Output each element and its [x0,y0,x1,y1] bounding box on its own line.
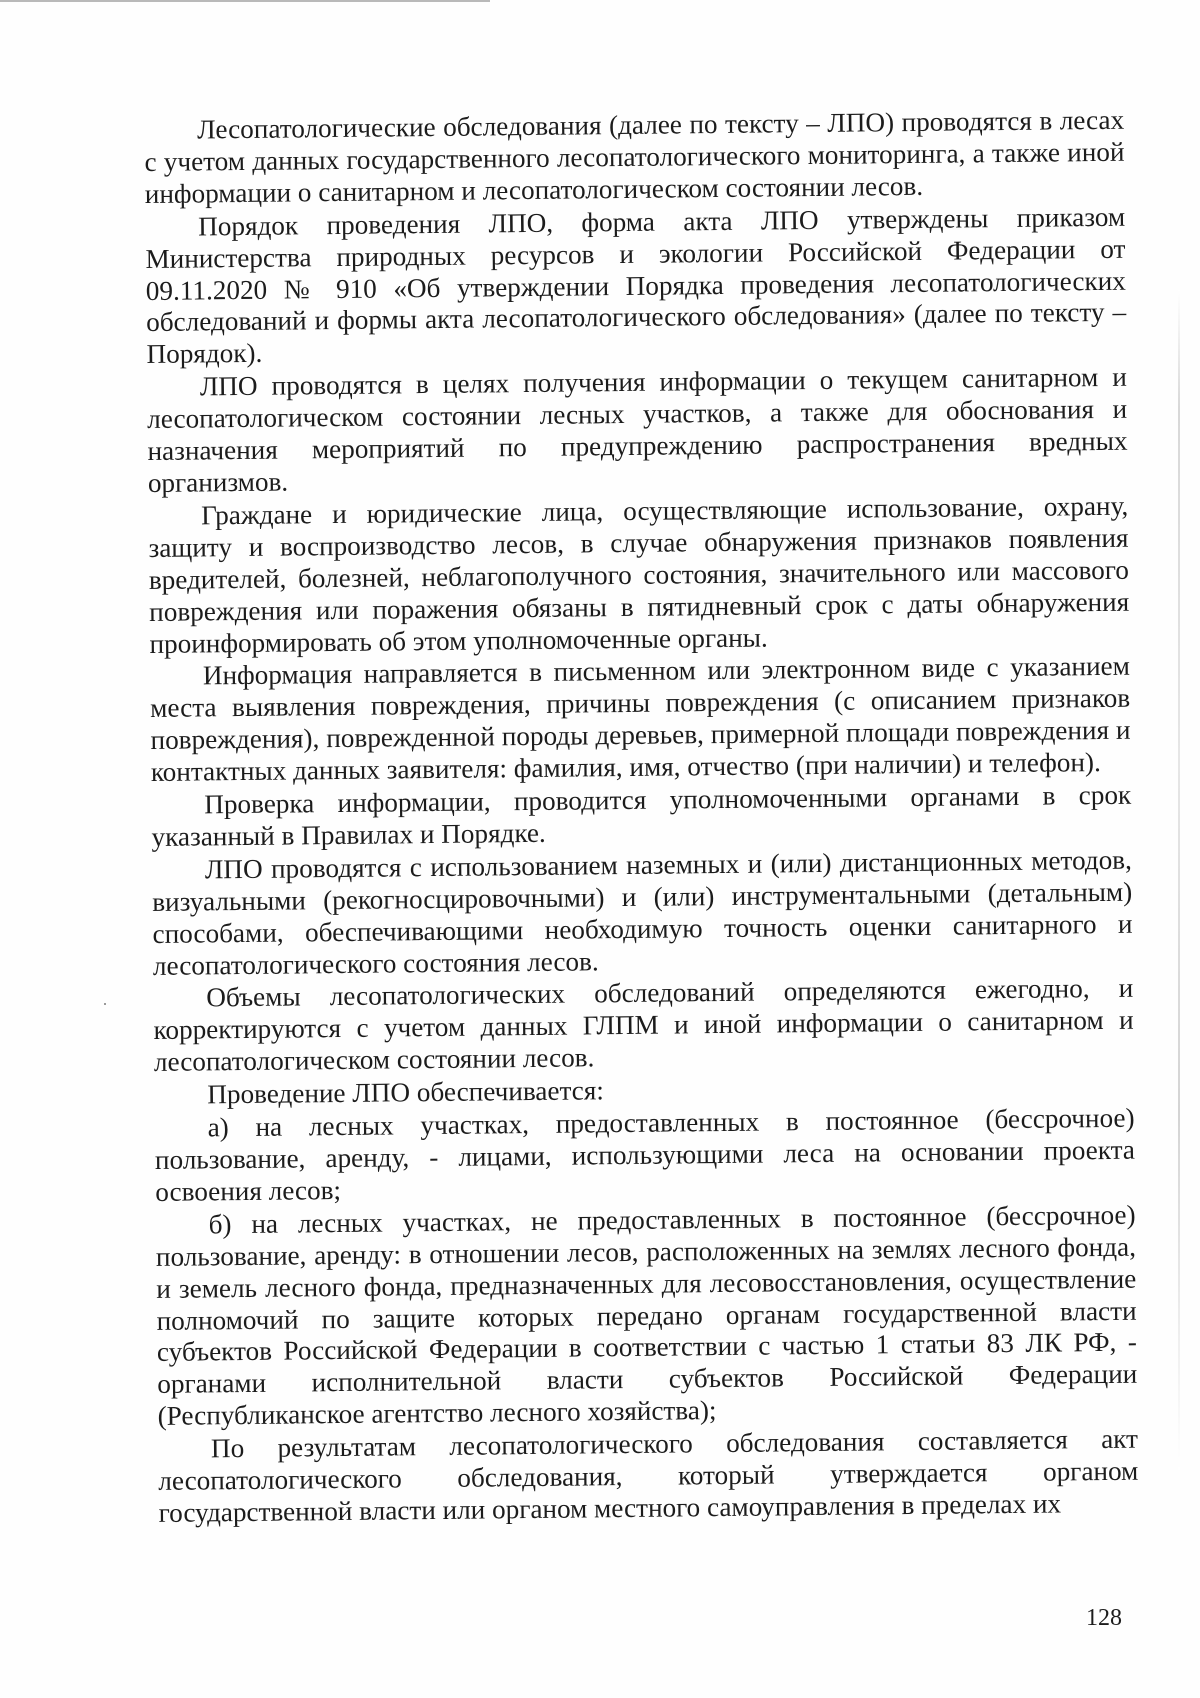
paragraph: ЛПО проводятся с использованием наземных и (или) дистанционных методов, визуальными (рекогносцировочными) и (или) инструментальными (детальным) способами, обеспечивающими необходимую точность оценки санитарного и лесопатологического состояния лесов. [152,844,1133,981]
top-rule [0,0,490,2]
page-number: 128 [1086,1605,1122,1631]
paragraph: Порядок проведения ЛПО, форма акта ЛПО утверждены приказом Министерства природных ресурсов и экологии Российской Федерации от 09.11.2020 № 910 «Об утверждении Порядка проведения лесопатологических обследований и формы акта лесопатологического обследования» (далее по тексту – Порядок). [145,201,1127,370]
paragraph: Объемы лесопатологических обследований определяются ежегодно, и корректируются с учетом данных ГЛПМ и иной информации о санитарном и лесопатологическом состоянии лесов. [153,973,1134,1078]
list-item: б) на лесных участках, не предоставленных в постоянное (бессрочное) пользование, аренду: в отношении лесов, расположенных на землях лесного фонда, и земель лесного фонда, предназначенных для лесовосстановления, осуществление полномочий по защите которых передано органам государственной власти субъектов Российской Федерации в соответствии с частью 1 статьи 83 ЛК РФ, - органами исполнительной власти субъектов Российской Федерации (Республиканское агентство лесного хозяйства); [155,1199,1138,1432]
scan-edge [1178,290,1180,1470]
paragraph: Лесопатологические обследования (далее по тексту – ЛПО) проводятся в лесах с учетом данных государственного лесопатологического мониторинга, а также иной информации о санитарном и лесопатологическом состоянии лесов. [144,104,1125,209]
scan-dot [104,1003,106,1005]
list-item: а) на лесных участках, предоставленных в постоянное (бессрочное) пользование, аренду, - лицами, использующими леса на основании проекта освоения лесов; [154,1102,1136,1207]
paragraph: ЛПО проводятся в целях получения информации о текущем санитарном и лесопатологическом состоянии лесных участков, а также для обоснования и назначения мероприятий по предупреждению распространения вредных организмов. [147,361,1128,498]
paragraph: Проверка информации, проводится уполномоченными органами в срок указанный в Правилах и Порядке. [151,779,1132,852]
paragraph: Информация направляется в письменном или электронном виде с указанием места выявления повреждения, причины повреждения (с описанием признаков повреждения), поврежденной породы деревьев, примерной площади повреждения и контактных данных заявителя: фамилия, имя, отчество (при наличии) и телефон). [150,651,1131,788]
paragraph: Граждане и юридические лица, осуществляющие использование, охрану, защиту и воспроизводство лесов, в случае обнаружения признаков появления вредителей, болезней, неблагополучного состояния, значительного или массового повреждения или поражения обязаны в пятидневный срок с даты обнаружения проинформировать об этом уполномоченные органы. [148,490,1130,659]
paragraph: Проведение ЛПО обеспечивается: [207,1075,604,1110]
body-text [144,105,1139,1531]
paragraph: По результатам лесопатологического обследования составляется акт лесопатологического обследования, который утверждается органом государственной власти или органом местного самоуправления в пределах их [158,1423,1139,1528]
